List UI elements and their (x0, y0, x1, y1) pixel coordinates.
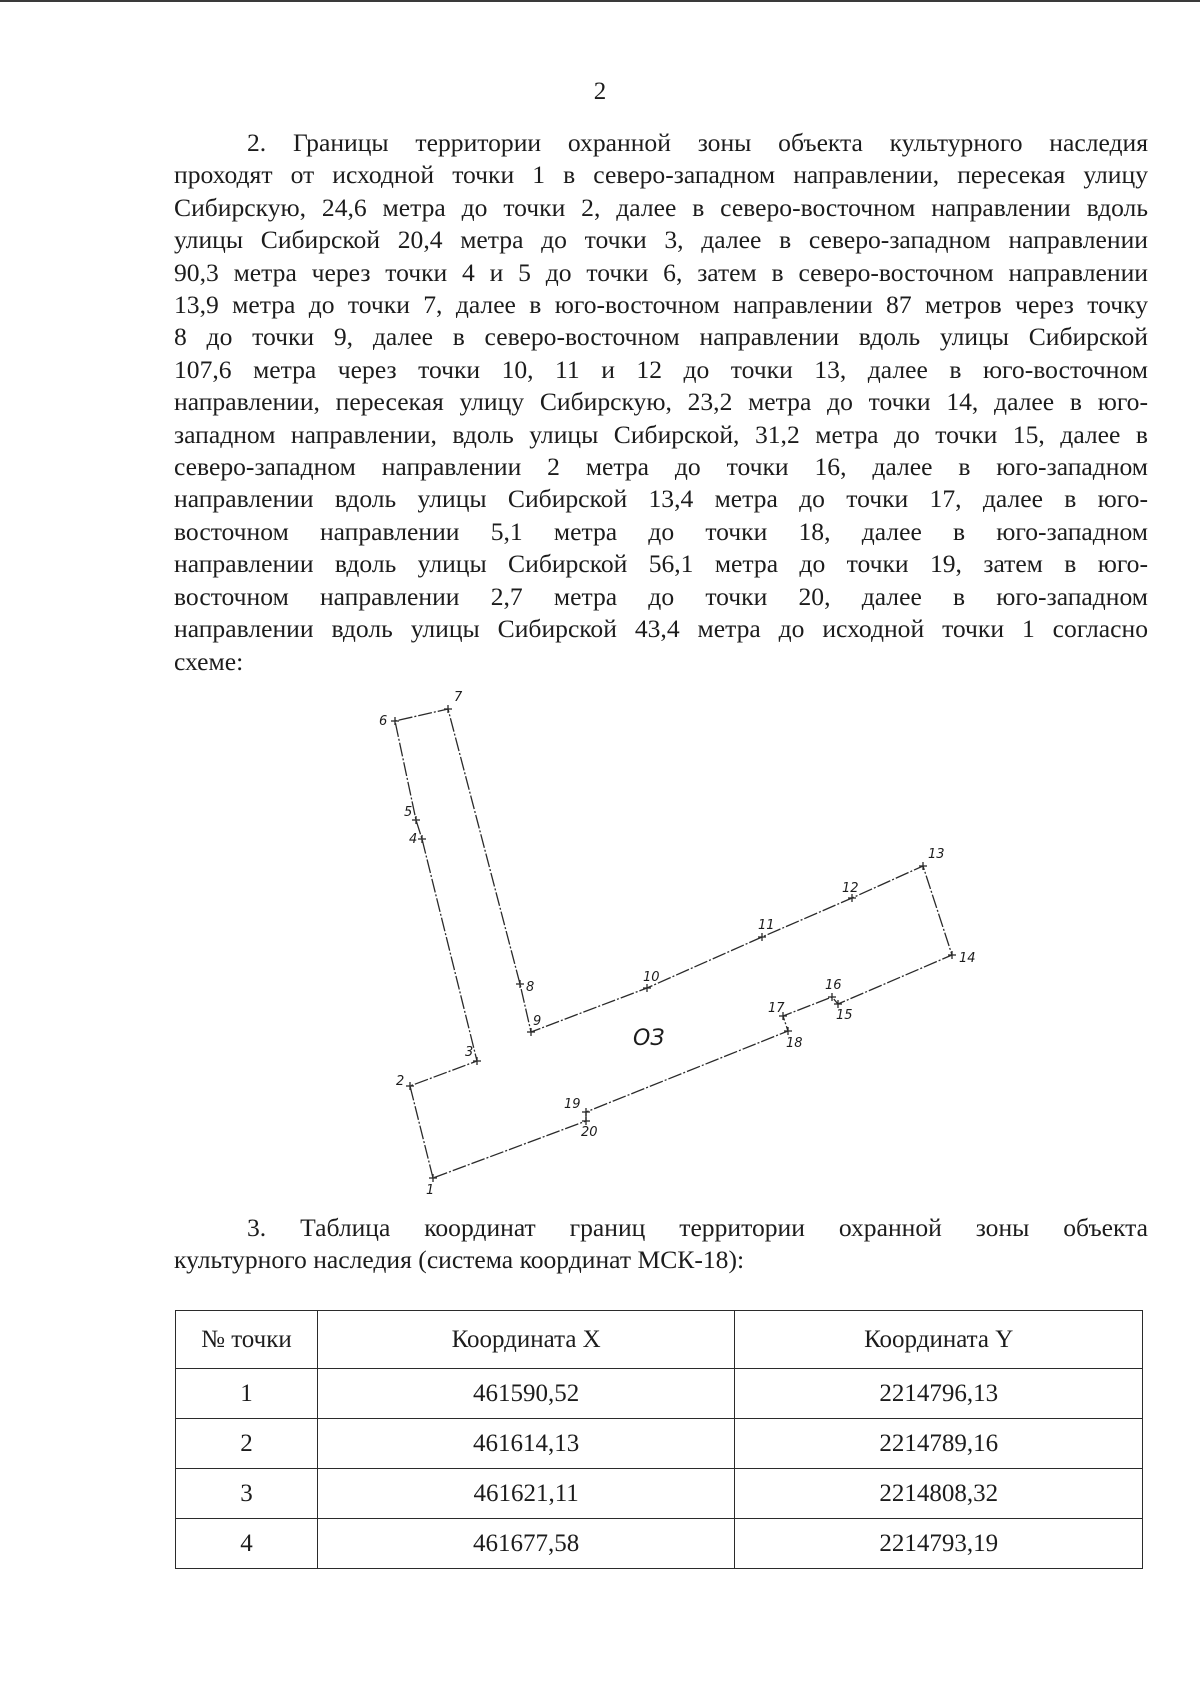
page-top-border (0, 0, 1200, 2)
vertex-label: 16 (825, 978, 842, 993)
vertex-label: 12 (842, 881, 859, 896)
vertex-label: 4 (409, 832, 418, 847)
vertex-label: 8 (526, 980, 535, 995)
cell-coordinate-y: 2214793,19 (735, 1519, 1143, 1569)
cell-coordinate-x: 461590,52 (317, 1369, 735, 1419)
table-row (176, 1519, 1143, 1569)
vertex-label: 10 (643, 970, 660, 985)
table-header-row (176, 1311, 1143, 1369)
cell-point-number: 4 (176, 1519, 318, 1569)
coordinates-table (175, 1310, 1143, 1569)
text-line: проходят от исходной точки 1 в северо-западном направлении, пересекая улицу (174, 160, 1148, 190)
vertex-label: 14 (959, 951, 976, 966)
text-line: 107,6 метра через точки 10, 11 и 12 до точки 13, далее в юго-восточном (174, 354, 1148, 384)
page-number: 2 (593, 78, 607, 105)
text-line: схеме: (174, 646, 244, 676)
vertex-label: 2 (396, 1074, 405, 1089)
cell-point-number: 2 (176, 1419, 318, 1469)
vertex-label: 18 (786, 1036, 803, 1051)
vertex-markers (391, 705, 956, 1182)
zone-boundary-polygon (395, 709, 952, 1178)
text-line: культурного наследия (система координат МСК-18): (174, 1245, 745, 1275)
paragraph-boundary-description (174, 127, 1148, 678)
text-line: Сибирскую, 24,6 метра до точки 2, далее в северо-восточном направлении вдоль (174, 192, 1148, 222)
zone-label: ОЗ (633, 1026, 665, 1051)
vertex-label: 20 (581, 1125, 598, 1140)
column-header-y: Координата Y (735, 1311, 1143, 1369)
vertex-label: 7 (454, 690, 463, 705)
vertex-label: 17 (768, 1001, 785, 1016)
cell-coordinate-x: 461621,11 (317, 1469, 735, 1519)
text-line: направлении вдоль улицы Сибирской 13,4 метра до точки 17, далее в юго- (174, 484, 1148, 514)
text-line: 8 до точки 9, далее в северо-восточном направлении вдоль улицы Сибирской (174, 322, 1148, 352)
cell-point-number: 3 (176, 1469, 318, 1519)
table-row (176, 1369, 1143, 1419)
text-line: 2. Границы территории охранной зоны объекта культурного наследия (247, 128, 1148, 157)
cell-coordinate-y: 2214789,16 (735, 1419, 1143, 1469)
vertex-label: 9 (533, 1014, 542, 1029)
vertex-label: 3 (465, 1045, 474, 1060)
text-line: восточном направлении 2,7 метра до точки 20, далее в юго-западном (174, 581, 1148, 611)
vertex-label: 13 (928, 847, 945, 862)
paragraph-table-intro (174, 1212, 1148, 1277)
cell-coordinate-x: 461677,58 (317, 1519, 735, 1569)
text-line: улицы Сибирской 20,4 метра до точки 3, далее в северо-западном направлении (174, 225, 1148, 255)
vertex-label: 19 (564, 1097, 581, 1112)
vertex-label: 11 (758, 918, 775, 933)
cell-coordinate-y: 2214808,32 (735, 1469, 1143, 1519)
text-line: северо-западном направлении 2 метра до точки 16, далее в юго-западном (174, 452, 1148, 482)
vertex-label: 1 (426, 1183, 435, 1198)
vertex-label: 6 (379, 714, 388, 729)
vertex-label: 5 (404, 805, 413, 820)
table-row (176, 1469, 1143, 1519)
text-line: 90,3 метра через точки 4 и 5 до точки 6, затем в северо-восточном направлении (174, 257, 1148, 287)
column-header-x: Координата X (317, 1311, 735, 1369)
vertex-label: 15 (836, 1008, 853, 1023)
scheme-svg (370, 686, 976, 1198)
text-line: западном направлении, вдоль улицы Сибирской, 31,2 метра до точки 15, далее в (174, 419, 1148, 449)
text-line: 13,9 метра до точки 7, далее в юго-восточном направлении 87 метров через точку (174, 290, 1148, 320)
table-row (176, 1419, 1143, 1469)
text-line: 3. Таблица координат границ территории охранной зоны объекта (247, 1213, 1148, 1242)
vertex-labels (379, 690, 976, 1198)
text-line: направлении вдоль улицы Сибирской 43,4 метра до исходной точки 1 согласно (174, 614, 1148, 644)
cell-point-number: 1 (176, 1369, 318, 1419)
text-line: направлении вдоль улицы Сибирской 56,1 метра до точки 19, затем в юго- (174, 549, 1148, 579)
column-header-point: № точки (176, 1311, 318, 1369)
text-line: восточном направлении 5,1 метра до точки 18, далее в юго-западном (174, 516, 1148, 546)
cell-coordinate-x: 461614,13 (317, 1419, 735, 1469)
cell-coordinate-y: 2214796,13 (735, 1369, 1143, 1419)
boundary-scheme-diagram (370, 686, 976, 1198)
text-line: направлении, пересекая улицу Сибирскую, 23,2 метра до точки 14, далее в юго- (174, 387, 1148, 417)
